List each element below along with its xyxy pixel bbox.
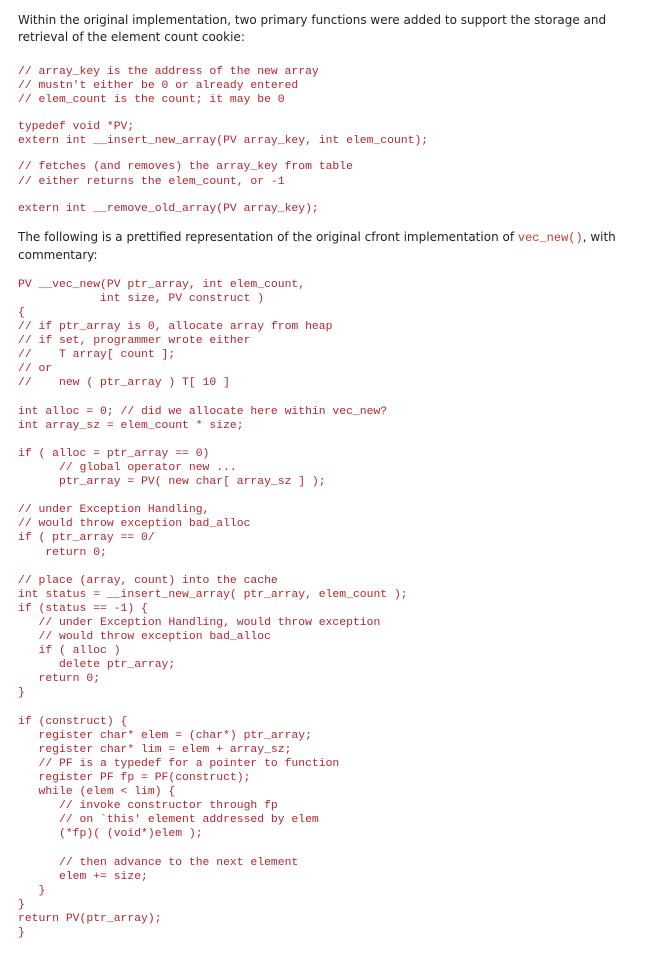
remove-old-array-declaration: extern int __remove_old_array(PV array_key); — [18, 202, 319, 215]
vec-new-implementation-code: PV __vec_new(PV ptr_array, int elem_count, int size, PV construct ) { // if ptr_array is 0, allocate array from heap // if set, programmer wrote either // T array[ count ]; // or // new ( ptr_array ) T[ 10 ] int alloc = 0; // did we allocate here within vec_new? int array_sz = elem_count * size; if ( alloc = ptr_array == 0) // global operator new ... ptr_array = PV( new char[ array_sz ] ); // under Exception Handling, // would throw exception bad_alloc if ( ptr_array == 0/ return 0; // place (array, count) into the cache int status = __insert_new_array( ptr_array, elem_count ); if (status == -1) { // under Exception Handling, would throw exception // would throw exception bad_alloc if ( alloc ) delete ptr_array; return 0; } if (construct) { register char* elem = (char*) ptr_array; register char* lim = elem + array_sz; // PF is a typedef for a pointer to function register PF fp = PF(construct); while (elem < lim) { // invoke constructor through fp // on `this' element addressed by elem (*fp)( (void*)elem ); // then advance to the next element elem += size; } } return PV(ptr_array); } — [18, 278, 408, 940]
remove-old-array-comments: // fetches (and removes) the array_key from table // either returns the elem_count, or -1 — [18, 161, 353, 188]
insert-new-array-comments: // array_key is the address of the new array // mustn't either be 0 or already entered // elem_count is the count; it may be 0 — [18, 66, 319, 107]
insert-new-array-declaration: typedef void *PV; extern int __insert_new_array(PV array_key, int elem_count); — [18, 121, 429, 148]
intro-paragraph: Within the original implementation, two primary functions were added to support the storage and retrieval of the element count cookie: — [18, 13, 610, 44]
vec-new-inline-code: vec_new() — [517, 230, 583, 245]
prettified-text-before: The following is a prettified representation of the original cfront implementation of — [18, 229, 518, 244]
prettified-paragraph — [18, 229, 632, 264]
prettified-text-after: , with commentary: — [18, 229, 620, 262]
